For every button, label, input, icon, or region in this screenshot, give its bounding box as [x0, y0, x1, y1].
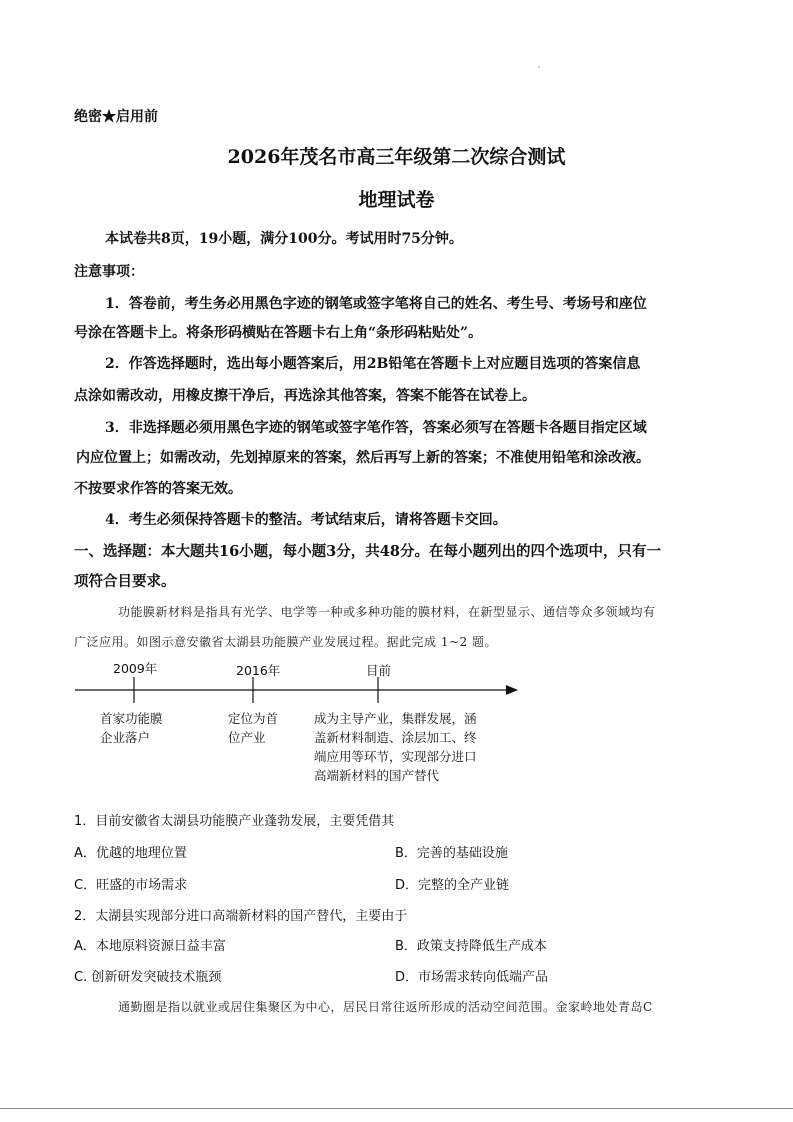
- question-2-stem: 2．太湖县实现部分进口高端新材料的国产替代，主要由于: [74, 909, 408, 924]
- question-1-option-a: A．优越的地理位置: [74, 846, 187, 861]
- timeline-desc-2009-line2: 企业落户: [100, 730, 151, 745]
- material2-line1: 通勤圈是指以就业或居住集聚区为中心，居民日常往返所形成的活动空间范围。金家岭地处青岛C: [118, 1000, 653, 1014]
- notice-item-1-line2: 号涂在答题卡上。将条形码横贴在答题卡右上角“条形码粘贴处”。: [74, 325, 483, 341]
- notice-heading: 注意事项：: [74, 264, 144, 280]
- question-2-option-d: D．市场需求转向低端产品: [395, 970, 549, 985]
- question-2-option-b: B．政策支持降低生产成本: [395, 939, 547, 954]
- question-1-option-d: D．完整的全产业链: [395, 878, 510, 893]
- material1-line2: 广泛应用。如图示意安徽省太湖县功能膜产业发展过程。据此完成 1~2 题。: [74, 635, 497, 649]
- timeline-desc-2016-line2: 位产业: [228, 730, 266, 745]
- notice-item-3-line2: 内应位置上；如需改动，先划掉原来的答案，然后再写上新的答案；不准使用铅笔和涂改液。: [76, 450, 650, 466]
- notice-item-3-line1: 3．非选择题必须用黑色字迹的钢笔或签字笔作答，答案必须写在答题卡各题目指定区域: [105, 420, 647, 436]
- page-bottom-rule: [0, 1108, 793, 1109]
- question-1-stem: 1．目前安徽省太湖县功能膜产业蓬勃发展，主要凭借其: [74, 814, 395, 829]
- timeline-year-2016: 2016年: [236, 663, 281, 678]
- intro-text: 本试卷共8页，19小题，满分100分。考试用时75分钟。: [105, 231, 463, 247]
- question-2-option-c: C. 创新研发突破技术瓶颈: [74, 970, 222, 985]
- subject-title: 地理试卷: [358, 189, 435, 211]
- exam-title: 2026年茂名市高三年级第二次综合测试: [227, 146, 566, 168]
- timeline-desc-now-line4: 高端新材料的国产替代: [314, 768, 440, 783]
- timeline-year-now: 目前: [366, 663, 392, 678]
- notice-item-2-line2: 点涂如需改动，用橡皮擦干净后，再选涂其他答案，答案不能答在试卷上。: [74, 388, 536, 404]
- notice-item-1-line1: 1．答卷前，考生务必用黑色字迹的钢笔或签字笔将自己的姓名、考生号、考场号和座位: [105, 296, 647, 312]
- timeline-year-2009: 2009年: [113, 661, 158, 676]
- timeline-desc-now-line3: 端应用等环节，实现部分进口: [314, 749, 477, 764]
- notice-item-3-line3: 不按要求作答的答案无效。: [74, 481, 242, 497]
- question-2-option-a: A．本地原料资源日益丰富: [74, 939, 226, 954]
- timeline-desc-now-line1: 成为主导产业，集群发展，涵: [314, 711, 477, 726]
- timeline-desc-2016-line1: 定位为首: [228, 711, 279, 726]
- question-1-option-c: C．旺盛的市场需求: [74, 878, 188, 893]
- secret-mark: 绝密★启用前: [74, 109, 158, 125]
- notice-item-4-line1: 4．考生必须保持答题卡的整洁。考试结束后，请将答题卡交回。: [105, 512, 507, 528]
- material1-line1: 功能膜新材料是指具有光学、电学等一种或多种功能的膜材料，在新型显示、通信等众多领域均有: [118, 605, 656, 619]
- section1-line1: 一、选择题：本大题共16小题，每小题3分，共48分。在每小题列出的四个选项中，只有一: [74, 543, 661, 560]
- timeline-arrow: [506, 685, 518, 695]
- question-1-option-b: B．完善的基础设施: [395, 846, 508, 861]
- section1-line2: 项符合目要求。: [74, 573, 176, 590]
- notice-item-2-line1: 2．作答选择题时，选出每小题答案后，用2B铅笔在答题卡上对应题目选项的答案信息: [105, 356, 641, 372]
- timeline-desc-2009-line1: 首家功能膜: [100, 711, 163, 726]
- scan-speck: [538, 66, 540, 68]
- timeline-desc-now-line2: 盖新材料制造、涂层加工、终: [314, 730, 477, 745]
